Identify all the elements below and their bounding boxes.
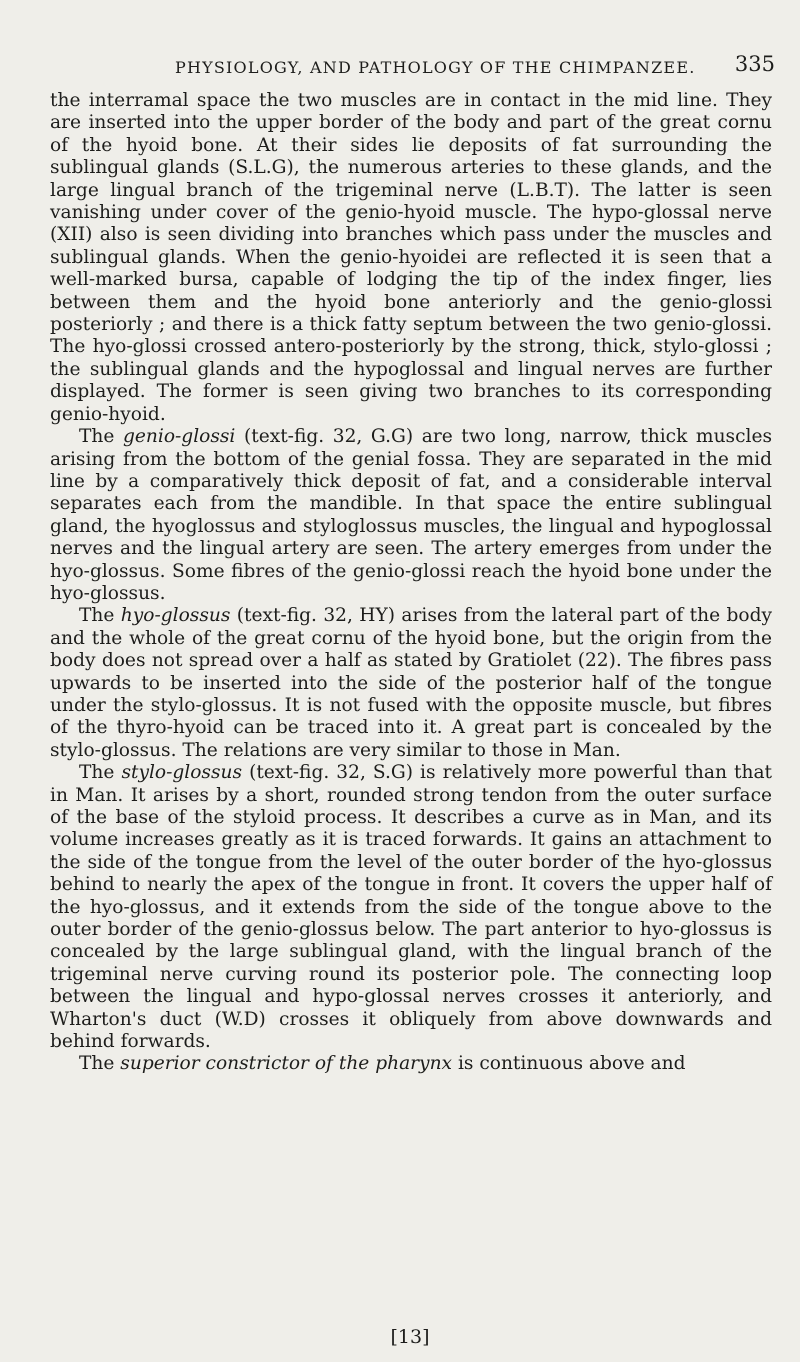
- paragraph-text: The: [79, 1053, 121, 1075]
- muscle-name: hyo-glossus: [120, 605, 231, 627]
- body-text: [50, 90, 772, 1076]
- paragraph-text: The: [79, 762, 122, 784]
- page-number: 335: [734, 52, 775, 76]
- paragraph: [50, 90, 772, 426]
- paragraph-text: is continuous above and: [452, 1053, 686, 1075]
- paragraph: [50, 426, 772, 605]
- paragraph-text: (text-fig. 32, S.G) is relatively more powerful than that in Man. It arises by a short, rounded strong tendon from the outer surface of the base of the styloid process. It describes a curve as in Man, and its volume increases greatly as it is traced forwards. It gains an attachment to the side of the tongue from the level of the outer border of the hyo-glossus behind to nearly the apex of the tongue in front. It covers the upper half of the hyo-glossus, and it extends from the side of the tongue above to the outer border of the genio-glossus below. The part anterior to hyo-glossus is concealed by the large sublingual gland, with the lingual branch of the trigeminal nerve curving round its posterior pole. The connecting loop between the lingual and hypo-glossal nerves crosses it anteriorly, and Wharton's duct (W.D) crosses it obliquely from above downwards and behind forwards.: [50, 762, 772, 1053]
- paragraph-text: (text-fig. 32, G.G) are two long, narrow, thick muscles arising from the bottom of the genial fossa. They are separated in the mid line by a comparatively thick deposit of fat, and a considerable interval separates each from the mandible. In that space the entire sublingual gland, the hyoglossus and styloglossus muscles, the lingual and hypoglossal nerves and the lingual artery are seen. The artery emerges from under the hyo-glossus. Some fibres of the genio-glossi reach the hyoid bone under the hyo-glossus.: [50, 426, 772, 604]
- paragraph-text: The: [79, 426, 123, 448]
- muscle-name: superior constrictor of the pharynx: [120, 1053, 453, 1075]
- running-head: PHYSIOLOGY, AND PATHOLOGY OF THE CHIMPANZEE.: [175, 58, 696, 77]
- muscle-name: genio-glossi: [122, 426, 236, 448]
- signature-mark: [13]: [390, 1326, 430, 1348]
- paragraph-text: the interramal space the two muscles are in contact in the mid line. They are inserted into the upper border of the body and part of the great cornu of the hyoid bone. At their sides lie deposits of fat surrounding the sublingual glands (S.L.G), the numerous arteries to these glands, and the large lingual branch of the trigeminal nerve (L.B.T). The latter is seen vanishing under cover of the genio-hyoid muscle. The hypo-glossal nerve (XII) also is seen dividing into branches which pass under the muscles and sublingual glands. When the genio-hyoidei are reflected it is seen that a well-marked bursa, capable of lodging the tip of the index finger, lies between them and the hyoid bone anteriorly and the genio-glossi posteriorly ; and there is a thick fatty septum between the two genio-glossi. The hyo-glossi crossed antero-posteriorly by the strong, thick, stylo-glossi ; the sublingual glands and the hypoglossal and lingual nerves are further displayed. The former is seen giving two branches to its corresponding genio-hyoid.: [50, 90, 772, 425]
- paragraph: [50, 762, 772, 1053]
- page-header: [40, 52, 775, 82]
- paragraph-text: The: [79, 605, 121, 627]
- paragraph-text: (text-fig. 32, HY) arises from the lateral part of the body and the whole of the great cornu of the hyoid bone, but the origin from the body does not spread over a half as stated by Gratiolet (22). The fibres pass upwards to be inserted into the side of the posterior half of the tongue under the stylo-glossus. It is not fused with the opposite muscle, but fibres of the thyro-hyoid can be traced into it. A great part is concealed by the stylo-glossus. The relations are very similar to those in Man.: [50, 605, 772, 761]
- paragraph: [50, 1053, 772, 1075]
- muscle-name: stylo-glossus: [121, 762, 243, 784]
- paragraph: [50, 605, 772, 762]
